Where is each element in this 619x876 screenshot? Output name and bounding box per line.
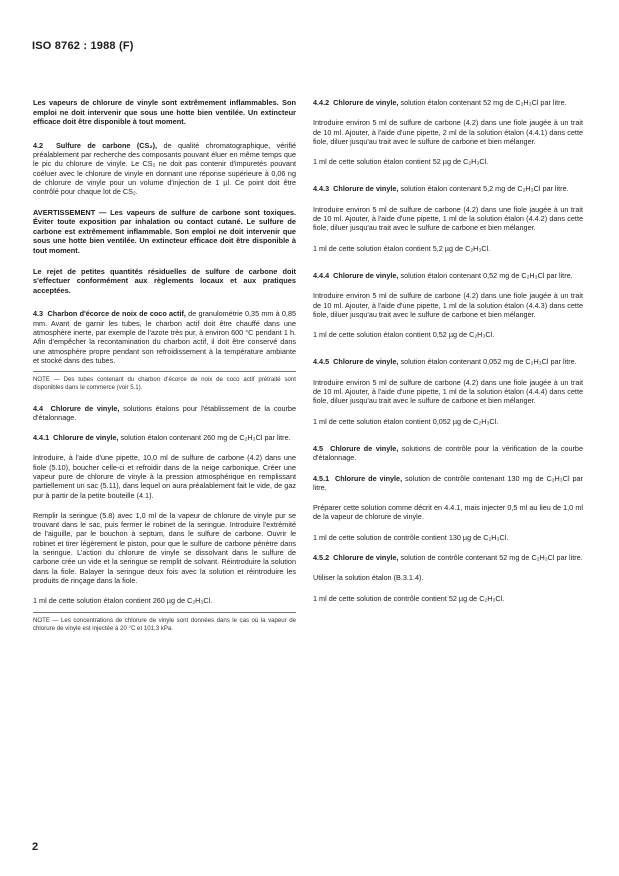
section-4-4-2-paragraph-1: Introduire environ 5 ml de sulfure de carbone (4.2) dans une fiole jaugée à un trait de 10 ml. Ajouter, à l'aide d'une pipette, 2 ml de la solution étalon (4.4.1) dans cette fiole, diluer jusqu'au trait avec le sulfure de carbone et bien mélanger. [313, 118, 583, 146]
section-4-4-4-paragraph-2: 1 ml de cette solution étalon contient 0,52 µg de C₂H₃Cl. [313, 330, 495, 340]
note-block-1 [33, 376, 296, 392]
section-4-4-1-paragraph-3: 1 ml de cette solution étalon contient 260 µg de C₂H₃Cl. [33, 596, 213, 606]
section-4-4-2-number: 4.4.2 [313, 98, 330, 107]
section-4-5-2 [313, 553, 583, 562]
section-4-4-text: solutions étalons pour l'établissement de la courbe d'étalonnage. [33, 403, 296, 422]
section-4-2-text: de qualité chromatographique, vérifié préalablement par recherche des composants pouvant éluer en même temps que le pic du chlorure de vinyle. Le CS₂ ne doit pas contenir d'impuretés pouvant coéluer avec le chlorure de vinyle en donnant une réponse supérieure à 0,06 ng de chlorure de vinyle pour un volume d'injection de 1 µl. Ce point doit être contrôlé pour chaque lot de CS₂. [33, 140, 296, 197]
section-4-4-1-paragraph-1: Introduire, à l'aide d'une pipette, 10,0 ml de sulfure de carbone (4.2) dans une fiole (5.10), boucher celle-ci et refroidir dans de la neige carbonique. Créer une vapeur pure de chlorure de vinyle à la pression atmosphérique en remplissant partiellement un sac (5.11), dans lequel on aura préalablement fait le vide, de gaz pur à partir de la petite bouteille (4.1). [33, 453, 296, 500]
section-4-4-title: Chlorure de vinyle, [50, 403, 120, 413]
left-column [33, 98, 296, 633]
section-4-5-title: Chlorure de vinyle, [330, 443, 399, 453]
section-4-3 [33, 309, 296, 365]
section-4-4-2-title: Chlorure de vinyle, [333, 98, 399, 107]
section-4-5-2-text: solution de contrôle contenant 52 mg de C₂H₃Cl par litre. [400, 553, 583, 563]
section-4-2 [33, 141, 296, 197]
section-4-4-2-paragraph-2: 1 ml de cette solution étalon contient 52 µg de C₂H₃Cl. [313, 157, 489, 167]
page-number: 2 [32, 841, 39, 853]
right-column [313, 98, 583, 603]
section-4-4-4 [313, 271, 583, 280]
divider [33, 371, 296, 372]
section-4-4-1-paragraph-2: Remplir la seringue (5.8) avec 1,0 ml de la vapeur de chlorure de vinyle pur se trouvant dans le sac, puis fermer le robinet de la seringue. Introduire l'extrémité de l'aiguille, par le bouchon à septum, dans le sulfure de carbone. Ouvrir le robinet et tirer légèrement le piston, pour que le sulfure de carbone pénètre dans la seringue. L'action du chlorure de vinyle se dissolvant dans le sulfure de carbone crée un vide et la seringue se remplit de solvant. Réintroduire la solution dans la fiole. Balayer la seringue deux fois avec la solution et réintroduire les produits de rinçage dans la fiole. [33, 510, 296, 585]
warning-vinyl-chloride: Les vapeurs de chlorure de vinyle sont extrêmement inflammables. Son emploi ne doit intervenir que sous une hotte bien ventilée. Un extincteur efficace doit être disponible à tout moment. [33, 98, 296, 127]
section-4-5 [313, 444, 583, 463]
section-4-4-1-text: solution étalon contenant 260 mg de C₂H₃Cl par litre. [120, 433, 291, 443]
section-4-4-4-paragraph-1: Introduire environ 5 ml de sulfure de carbone (4.2) dans une fiole jaugée à un trait de 10 ml. Ajouter, à l'aide d'une pipette, 1 ml de la solution étalon (4.4.3) dans cette fiole, diluer jusqu'au trait avec le sulfure de carbone et bien mélanger. [313, 291, 583, 319]
section-4-4-3 [313, 184, 583, 193]
section-4-4-2 [313, 98, 583, 107]
section-4-4-number: 4.4 [33, 403, 44, 413]
section-4-4-5-paragraph-1: Introduire environ 5 ml de sulfure de carbone (4.2) dans une fiole jaugée à un trait de 10 ml. Ajouter, à l'aide d'une pipette, 1 ml de la solution étalon (4.4.4) dans cette fiole, diluer jusqu'au trait avec le sulfure de carbone et bien mélanger. [313, 377, 583, 406]
section-4-5-1-paragraph-1: Préparer cette solution comme décrit en 4.4.1, mais injecter 0,5 ml au lieu de 1,0 ml de la vapeur de chlorure de vinyle. [313, 503, 583, 522]
section-4-4-1 [33, 433, 296, 442]
warning-carbon-disulfide: AVERTISSEMENT — Les vapeurs de sulfure de carbone sont toxiques. Éviter toute exposition par inhalation ou contact cutané. Le sulfure de carbone est extrêmement inflammable. Son emploi ne doit intervenir que sous une hotte bien ventilée. Un extincteur efficace doit être disponible à tout moment. [33, 207, 296, 255]
section-4-5-number: 4.5 [313, 443, 324, 453]
section-4-5-2-number: 4.5.2 [313, 553, 330, 563]
section-4-5-1-number: 4.5.1 [313, 473, 330, 483]
section-4-2-number: 4.2 [33, 140, 44, 150]
section-4-5-1-paragraph-2: 1 ml de cette solution de contrôle contient 130 µg de C₂H₃Cl. [313, 532, 509, 542]
section-4-4-3-number: 4.4.3 [313, 184, 330, 194]
section-4-5-text: solutions de contrôle pour la vérification de la courbe d'étalonnage. [313, 443, 583, 463]
section-4-3-text: de granulométrie 0,35 mm à 0,85 mm. Avant de garnir les tubes, le charbon actif doit être chauffé dans une atmosphère inerte, par exemple de l'azote très pur, à environ 600 °C pendant 1 h. Afin d'empêcher la recontamination du charbon actif, il doit être conservé dans une atmosphère propre pendant son refroidissement à la température ambiante et stocké dans des tubes. [33, 309, 297, 365]
divider [33, 612, 296, 613]
section-4-5-2-title: Chlorure de vinyle, [333, 553, 399, 563]
section-4-4-1-title: Chlorure de vinyle, [53, 433, 119, 443]
section-4-4-5-number: 4.4.5 [313, 357, 330, 367]
section-4-5-1 [313, 474, 583, 493]
section-4-4-5-text: solution étalon contenant 0,052 mg de C₂H₃Cl par litre. [400, 357, 577, 367]
section-4-4-5-title: Chlorure de vinyle, [333, 357, 399, 367]
page-header: ISO 8762 : 1988 (F) [32, 40, 134, 52]
section-4-4 [33, 404, 296, 423]
section-4-4-5 [313, 357, 583, 366]
section-4-4-2-text: solution étalon contenant 52 mg de C₂H₃Cl par litre. [400, 98, 567, 107]
note-1: NOTE — Des tubes contenant du charbon d'écorce de noix de coco actif prétraité sont disponibles dans le commerce (voir 5.1). [33, 376, 296, 392]
section-4-4-4-text: solution étalon contenant 0,52 mg de C₂H₃Cl par litre. [400, 270, 573, 280]
section-4-3-number: 4.3 [33, 309, 44, 319]
section-4-4-3-text: solution étalon contenant 5,2 mg de C₂H₃Cl par litre. [400, 184, 569, 194]
section-4-5-2-paragraph-2: 1 ml de cette solution de contrôle contient 52 µg de C₂H₃Cl. [313, 593, 505, 603]
section-4-5-2-paragraph-1: Utiliser la solution étalon (B.3.1.4). [313, 573, 424, 583]
section-4-4-3-paragraph-1: Introduire environ 5 ml de sulfure de carbone (4.2) dans une fiole jaugée à un trait de 10 ml. Ajouter, à l'aide d'une pipette, 1 ml de la solution étalon (4.4.2) dans cette fiole, diluer jusqu'au trait avec le sulfure de carbone et bien mélanger. [313, 204, 583, 233]
note-block-2 [33, 617, 296, 633]
section-4-4-1-number: 4.4.1 [33, 433, 50, 443]
section-4-5-1-title: Chlorure de vinyle, [335, 473, 403, 483]
disposal-paragraph: Le rejet de petites quantités résiduelles de sulfure de carbone doit s'effectuer conformément aux règlements locaux et aux pratiques acceptées. [33, 266, 296, 295]
section-4-5-1-text: solution de contrôle contenant 130 mg de C₂H₃Cl par litre. [313, 473, 583, 492]
section-4-4-5-paragraph-2: 1 ml de cette solution étalon contient 0,052 µg de C₂H₃Cl. [313, 416, 499, 426]
section-4-3-title: Charbon d'écorce de noix de coco actif, [47, 309, 186, 319]
section-4-2-title: Sulfure de carbone (CS₂), [55, 140, 158, 150]
section-4-4-3-paragraph-2: 1 ml de cette solution étalon contient 5,2 µg de C₂H₃Cl. [313, 243, 491, 253]
note-2: NOTE — Les concentrations de chlorure de vinyle sont données dans le cas où la vapeur de chlorure de vinyle est injectée à 20 °C et 101,3 kPa. [33, 616, 296, 632]
section-4-4-4-number: 4.4.4 [313, 270, 330, 280]
section-4-4-3-title: Chlorure de vinyle, [333, 184, 399, 194]
section-4-4-4-title: Chlorure de vinyle, [333, 270, 399, 280]
